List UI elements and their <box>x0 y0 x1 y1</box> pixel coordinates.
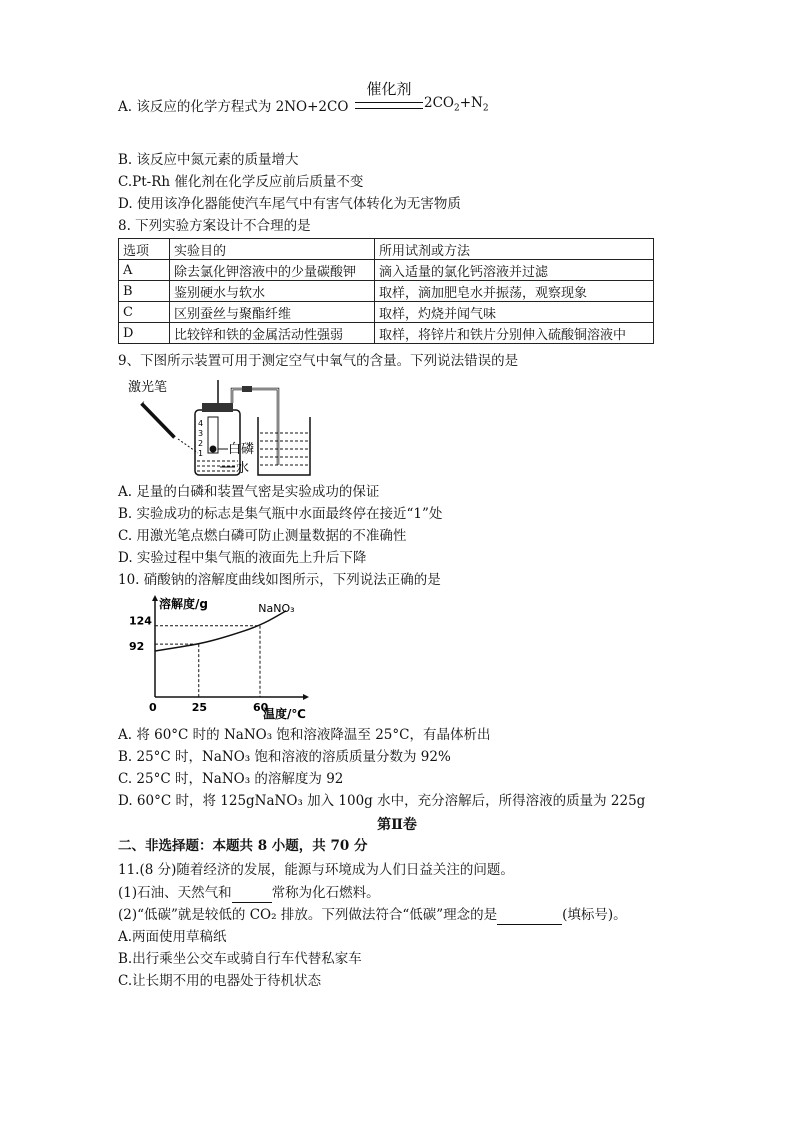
q7-option-d: D. 使用该净化器能使汽车尾气中有害气体转化为无害物质 <box>118 196 461 212</box>
q9-option-a: A. 足量的白磷和装置气密是实验成功的保证 <box>118 484 380 500</box>
x-tick-label: 0 <box>149 701 157 714</box>
x-tick-label: 25 <box>191 701 208 714</box>
scale-mark: 3 <box>198 429 204 438</box>
table-row <box>119 281 654 302</box>
y-axis-label: 溶解度/g <box>159 597 208 611</box>
q9-option-b: B. 实验成功的标志是集气瓶中水面最终停在接近“1”处 <box>118 506 443 522</box>
section-heading: 二、非选择题：本题共 8 小题，共 70 分 <box>118 838 368 854</box>
n2-text: +N <box>459 95 483 111</box>
table-cell: 区别蚕丝与聚酯纤维 <box>170 302 375 323</box>
table-cell: 比较锌和铁的金属活动性强弱 <box>170 323 375 344</box>
x-axis-arrow <box>303 694 309 700</box>
q7-a-products: $2CO_2+N_2$ <box>424 95 489 114</box>
table-row <box>119 302 654 323</box>
header-purpose: 实验目的 <box>170 239 375 260</box>
q11-part2 <box>118 906 627 925</box>
table-cell: 取样，将锌片和铁片分别伸入硫酸铜溶液中 <box>375 323 654 344</box>
q10-option-d: D. 60°C 时，将 125gNaNO₃ 加入 100g 水中，充分溶解后，所得溶液的质量为 225g <box>118 793 646 809</box>
y-axis-arrow <box>152 595 158 601</box>
q11-part2-a: (2)“低碳”就是较低的 CO₂ 排放。下列做法符合“低碳”理念的是 <box>118 907 498 923</box>
q10-stem: 10. 硝酸钠的溶解度曲线如图所示，下列说法正确的是 <box>118 572 441 588</box>
co2-text: 2CO <box>424 95 454 111</box>
catalyst-label: 催化剂 <box>366 80 412 98</box>
apparatus-figure <box>120 375 320 480</box>
volume-title: 第Ⅱ卷 <box>377 817 417 833</box>
q11-part1 <box>118 884 380 903</box>
q11-part1-b: 常称为化石燃料。 <box>271 885 380 901</box>
table-cell: A <box>119 260 170 281</box>
q7-option-a <box>118 80 489 115</box>
y-tick-label: 92 <box>129 640 145 654</box>
q11-part1-a: (1)石油、天然气和 <box>118 885 232 901</box>
q11-option-c: C.让长期不用的电器处于待机状态 <box>118 973 322 989</box>
header-option: 选项 <box>119 239 170 260</box>
clamp <box>242 386 252 392</box>
series-line <box>155 611 286 651</box>
laser-pen <box>142 403 175 437</box>
equals-bars <box>355 102 423 109</box>
beaker <box>258 417 310 475</box>
table-cell: C <box>119 302 170 323</box>
x-tick-label: 60 <box>253 701 269 714</box>
q9-option-c: C. 用激光笔点燃白磷可防止测量数据的不准确性 <box>118 528 407 544</box>
q11-option-b: B.出行乘坐公交车或骑自行车代替私家车 <box>118 951 362 967</box>
table-header-row <box>119 239 654 260</box>
water-label: 水 <box>236 461 250 476</box>
header-method: 所用试剂或方法 <box>375 239 654 260</box>
series-label: NaNO₃ <box>258 601 295 615</box>
answer-blank[interactable] <box>497 906 562 925</box>
q8-stem: 8. 下列实验方案设计不合理的是 <box>118 218 311 234</box>
phosphorus-label: 白磷 <box>228 442 255 457</box>
chart-plot <box>129 595 309 720</box>
q7-option-b: B. 该反应中氮元素的质量增大 <box>118 152 299 168</box>
scale-mark: 2 <box>198 439 204 448</box>
scale-mark: 4 <box>198 419 204 428</box>
q11-stem: 11.(8 分)随着经济的发展，能源与环境成为人们日益关注的问题。 <box>118 862 514 878</box>
q11-part2-b: (填标号)。 <box>562 907 627 923</box>
bottle-stopper <box>202 403 233 412</box>
x-axis-label: 温度/℃ <box>263 707 306 720</box>
table-cell: 取样，灼烧并闻气味 <box>375 302 654 323</box>
q7-option-c: C.Pt-Rh 催化剂在化学反应前后质量不变 <box>118 174 364 190</box>
table-cell: B <box>119 281 170 302</box>
q10-option-c: C. 25°C 时，NaNO₃ 的溶解度为 92 <box>118 771 344 787</box>
q8-table <box>118 238 654 344</box>
q10-option-a: A. 将 60°C 时的 NaNO₃ 饱和溶液降温至 25°C，有晶体析出 <box>118 727 491 743</box>
table-cell: 取样，滴加肥皂水并振荡，观察现象 <box>375 281 654 302</box>
answer-blank[interactable] <box>232 884 272 903</box>
solubility-chart <box>125 595 310 720</box>
q11-option-a: A.两面使用草稿纸 <box>118 929 227 945</box>
laser-pen-inner <box>144 402 177 436</box>
scale-mark: 1 <box>198 449 204 458</box>
table-row <box>119 323 654 344</box>
table-cell: D <box>119 323 170 344</box>
table-cell: 鉴别硬水与软水 <box>170 281 375 302</box>
q9-stem: 9、下图所示装置可用于测定空气中氧气的含量。下列说法错误的是 <box>118 353 519 369</box>
q9-option-d: D. 实验过程中集气瓶的液面先上升后下降 <box>118 550 367 566</box>
catalyst-arrow <box>355 80 423 109</box>
q10-option-b: B. 25°C 时，NaNO₃ 饱和溶液的溶质质量分数为 92% <box>118 749 451 765</box>
table-row <box>119 260 654 281</box>
table-cell: 滴入适量的氯化钙溶液并过滤 <box>375 260 654 281</box>
laser-label: 激光笔 <box>128 380 168 395</box>
q7-a-prefix: A. 该反应的化学方程式为 2NO+2CO <box>118 99 349 115</box>
y-tick-label: 124 <box>129 614 152 628</box>
phosphorus-dot <box>210 446 217 453</box>
table-cell: 除去氯化钾溶液中的少量碳酸钾 <box>170 260 375 281</box>
